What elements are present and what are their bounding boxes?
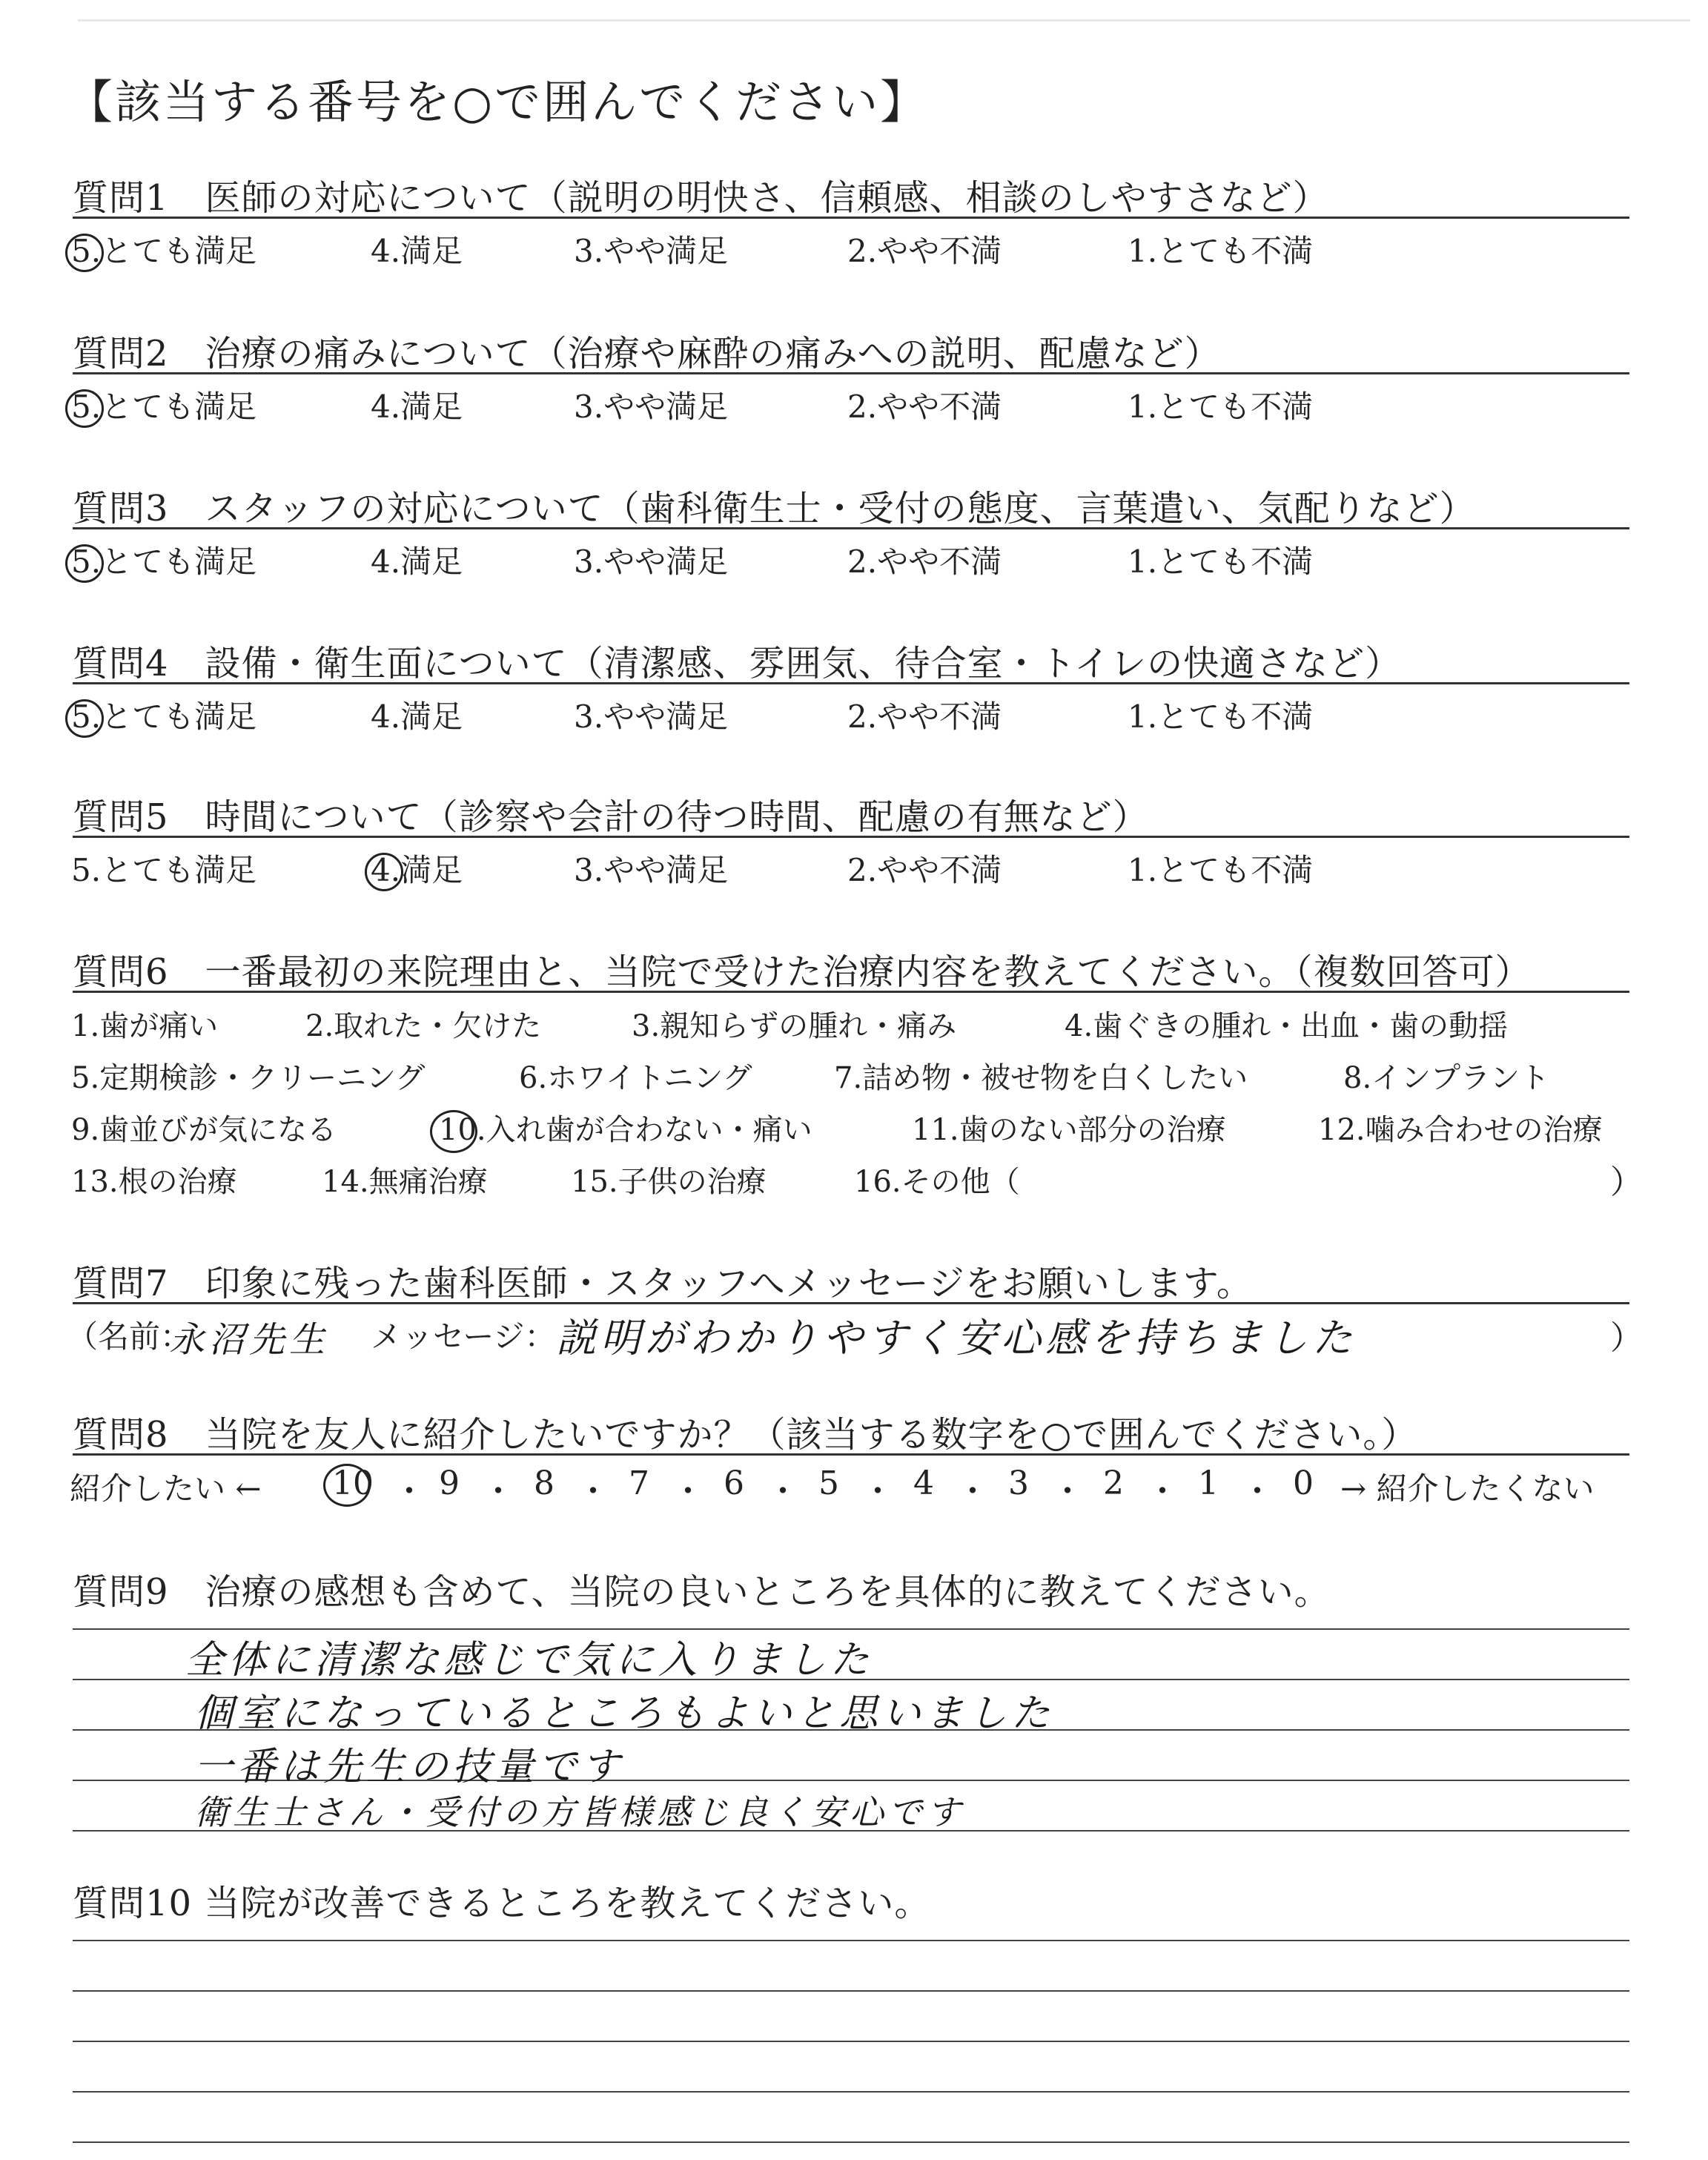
- q3-title: 質問3 スタッフの対応について（歯科衛生士・受付の態度、言葉遣い、気配りなど）: [73, 488, 1476, 529]
- q6-option-3[interactable]: 3.親知らずの腫れ・痛み: [632, 1009, 957, 1043]
- q8-score-0[interactable]: 0: [1293, 1464, 1314, 1502]
- q8-dot: ・: [1146, 1473, 1179, 1510]
- q9-answer-line-4[interactable]: 衛生士さん・受付の方皆様感じ良く安心です: [194, 1792, 965, 1832]
- q4-option-4[interactable]: 4.満足: [371, 698, 463, 735]
- q10-line-1[interactable]: [73, 1940, 1629, 1941]
- q3-option-2[interactable]: 2.やや不満: [847, 544, 1002, 580]
- q5-option-3[interactable]: 3.やや満足: [574, 852, 729, 888]
- q1-option-1[interactable]: 1.とても不満: [1128, 233, 1314, 269]
- q6-option-13[interactable]: 13.根の治療: [71, 1165, 237, 1199]
- q10-line-2[interactable]: [73, 1990, 1629, 1992]
- q7-name-label: （名前：: [67, 1318, 192, 1355]
- q4-option-1[interactable]: 1.とても不満: [1128, 698, 1314, 735]
- q6-option-16[interactable]: 16.その他（: [854, 1165, 1020, 1199]
- q3-option-3[interactable]: 3.やや満足: [574, 544, 729, 580]
- q8-right-label: → 紹介したくない: [1340, 1470, 1595, 1507]
- q7-close-paren: ）: [1610, 1319, 1643, 1357]
- q10-title: 質問10 当院が改善できるところを教えてください。: [73, 1883, 931, 1924]
- q7-message-label: メッセージ：: [371, 1318, 556, 1355]
- q2-option-3[interactable]: 3.やや満足: [574, 389, 729, 425]
- q8-dot: ・: [956, 1473, 989, 1510]
- q6-option-15[interactable]: 15.子供の治療: [571, 1165, 767, 1199]
- q3-option-5[interactable]: 5.とても満足: [71, 538, 256, 582]
- q7-name-value[interactable]: 永沼先生: [169, 1319, 330, 1361]
- q8-score-1[interactable]: 1: [1198, 1464, 1219, 1502]
- q5-option-5[interactable]: 5.とても満足: [71, 852, 257, 888]
- q2-option-5[interactable]: 5.とても満足: [71, 383, 256, 427]
- q6-rule: [73, 991, 1629, 993]
- q8-score-3[interactable]: 3: [1008, 1464, 1029, 1502]
- q8-score-5[interactable]: 5: [818, 1464, 839, 1502]
- q8-dot: ・: [577, 1473, 609, 1510]
- q1-rule: [73, 217, 1629, 219]
- q8-dot: ・: [393, 1473, 426, 1510]
- q5-option-4[interactable]: 4.満足: [371, 846, 463, 891]
- q10-line-3[interactable]: [73, 2041, 1629, 2042]
- q4-option-5[interactable]: 5.とても満足: [71, 693, 256, 737]
- q8-score-9[interactable]: 9: [439, 1464, 460, 1502]
- q6-other-close-paren: ）: [1610, 1163, 1643, 1201]
- q6-option-14[interactable]: 14.無痛治療: [322, 1165, 488, 1199]
- q2-option-1[interactable]: 1.とても不満: [1128, 389, 1314, 425]
- q8-dot: ・: [1051, 1473, 1084, 1510]
- q9-title: 質問9 治療の感想も含めて、当院の良いところを具体的に教えてください。: [73, 1571, 1331, 1613]
- q6-option-10[interactable]: 10.入れ歯が合わない・痛い: [439, 1106, 812, 1149]
- q7-rule: [73, 1302, 1629, 1304]
- q3-rule: [73, 527, 1629, 529]
- q6-option-2[interactable]: 2.取れた・欠けた: [305, 1009, 542, 1043]
- q7-title: 質問7 印象に残った歯科医師・スタッフへメッセージをお願いします。: [73, 1263, 1253, 1304]
- q5-option-1[interactable]: 1.とても不満: [1128, 852, 1314, 888]
- q9-answer-line-3[interactable]: 一番は先生の技量です: [194, 1745, 625, 1789]
- q1-title: 質問1 医師の対応について（説明の明快さ、信頼感、相談のしやすさなど）: [73, 177, 1329, 219]
- q6-option-11[interactable]: 11.歯のない部分の治療: [912, 1113, 1226, 1147]
- q8-score-7[interactable]: 7: [629, 1464, 649, 1502]
- q4-title: 質問4 設備・衛生面について（清潔感、雰囲気、待合室・トイレの快適さなど）: [73, 643, 1402, 684]
- q10-line-5[interactable]: [73, 2141, 1629, 2143]
- instructions-header: 【該当する番号を○で囲んでください】: [67, 75, 929, 129]
- q6-option-6[interactable]: 6.ホワイトニング: [519, 1061, 752, 1095]
- q8-rule: [73, 1453, 1629, 1456]
- q1-option-5[interactable]: 5.とても満足: [71, 227, 256, 271]
- q7-message-value[interactable]: 説明がわかりやすく安心感を持ちました: [556, 1315, 1357, 1361]
- q8-dot: ・: [861, 1473, 894, 1510]
- top-border: [78, 19, 1690, 22]
- q6-title: 質問6 一番最初の来院理由と、当院で受けた治療内容を教えてください。（複数回答可）: [73, 951, 1532, 993]
- q8-dot: ・: [672, 1473, 704, 1510]
- q6-option-1[interactable]: 1.歯が痛い: [71, 1009, 219, 1043]
- q8-title: 質問8 当院を友人に紹介したいですか？（該当する数字を○で囲んでください。）: [73, 1414, 1418, 1456]
- q8-score-4[interactable]: 4: [913, 1464, 934, 1502]
- q4-option-2[interactable]: 2.やや不満: [847, 698, 1002, 735]
- q8-score-8[interactable]: 8: [534, 1464, 555, 1502]
- q4-option-3[interactable]: 3.やや満足: [574, 698, 729, 735]
- q8-left-label: 紹介したい ←: [70, 1470, 262, 1507]
- q2-title: 質問2 治療の痛みについて（治療や麻酔の痛みへの説明、配慮など）: [73, 333, 1221, 374]
- q8-score-2[interactable]: 2: [1103, 1464, 1124, 1502]
- q5-rule: [73, 836, 1629, 838]
- q1-option-3[interactable]: 3.やや満足: [574, 233, 729, 269]
- q3-option-1[interactable]: 1.とても不満: [1128, 544, 1314, 580]
- q5-title: 質問5 時間について（診察や会計の待つ時間、配慮の有無など）: [73, 796, 1149, 838]
- q4-rule: [73, 682, 1629, 684]
- q2-option-4[interactable]: 4.満足: [371, 389, 463, 425]
- q6-option-9[interactable]: 9.歯並びが気になる: [71, 1113, 337, 1147]
- q6-option-8[interactable]: 8.インプラント: [1343, 1061, 1550, 1095]
- q9-answer-line-1[interactable]: 全体に清潔な感じで気に入りました: [185, 1638, 874, 1682]
- q6-option-12[interactable]: 12.噛み合わせの治療: [1318, 1113, 1603, 1147]
- q9-answer-line-2[interactable]: 個室になっているところもよいと思いました: [194, 1691, 1055, 1736]
- q5-option-2[interactable]: 2.やや不満: [847, 852, 1002, 888]
- q6-option-4[interactable]: 4.歯ぐきの腫れ・出血・歯の動揺: [1065, 1009, 1509, 1043]
- q10-line-4[interactable]: [73, 2091, 1629, 2093]
- q8-score-10[interactable]: 10: [332, 1464, 374, 1502]
- q8-score-6[interactable]: 6: [724, 1464, 744, 1502]
- q8-dot: ・: [1241, 1473, 1274, 1510]
- q1-option-4[interactable]: 4.満足: [371, 233, 463, 269]
- q8-dot: ・: [767, 1473, 799, 1510]
- q2-option-2[interactable]: 2.やや不満: [847, 389, 1002, 425]
- q6-option-5[interactable]: 5.定期検診・クリーニング: [71, 1061, 426, 1095]
- q1-option-2[interactable]: 2.やや不満: [847, 233, 1002, 269]
- q8-dot: ・: [482, 1473, 514, 1510]
- q2-rule: [73, 372, 1629, 374]
- q6-option-7[interactable]: 7.詰め物・被せ物を白くしたい: [834, 1061, 1248, 1095]
- q3-option-4[interactable]: 4.満足: [371, 544, 463, 580]
